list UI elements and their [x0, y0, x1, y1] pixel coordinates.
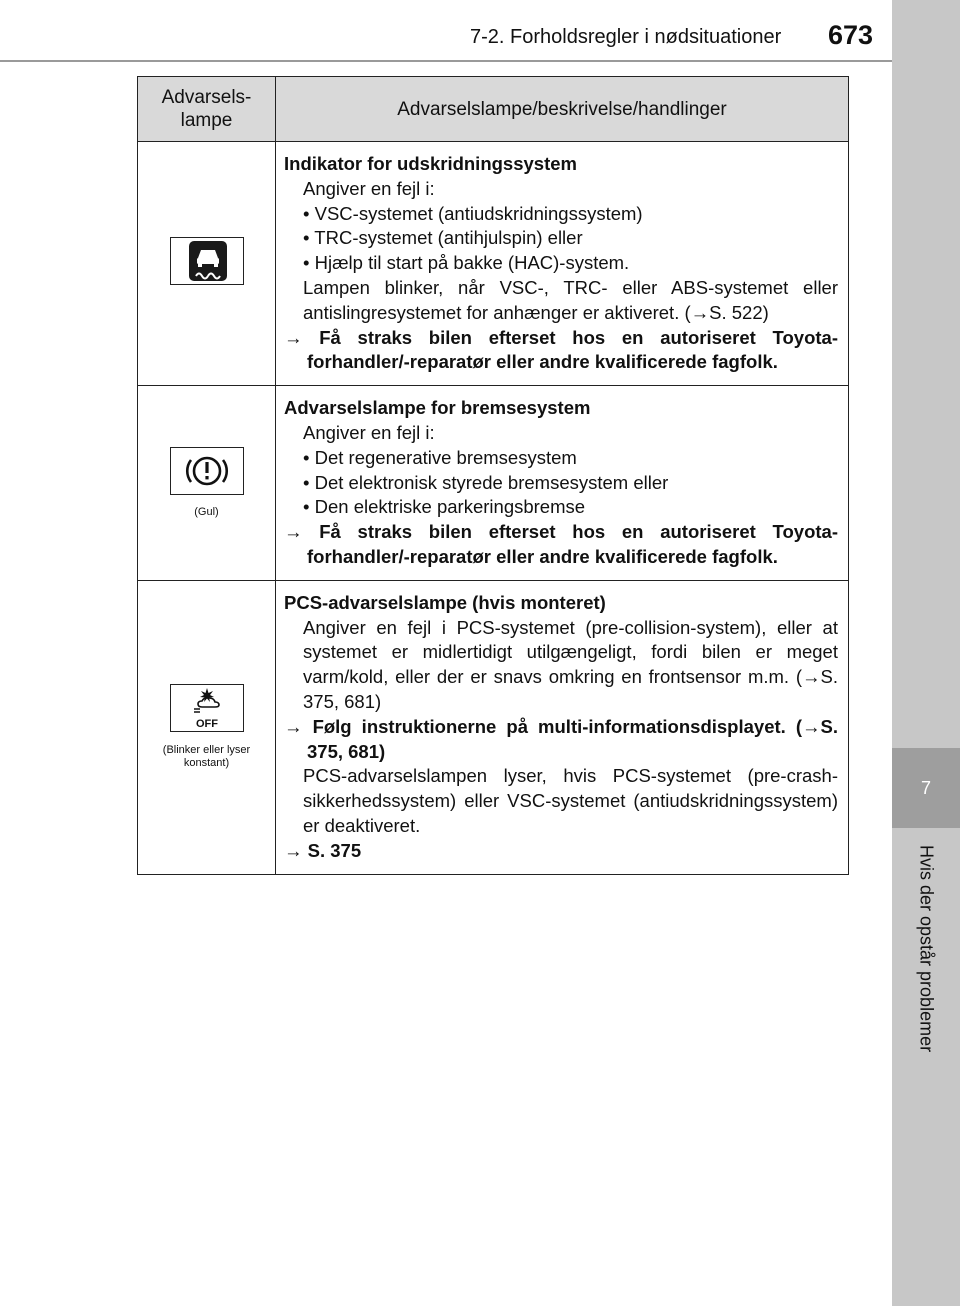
entry-note: PCS-advarselslampen lyser, hvis PCS-systemet (pre-crash-sikkerhedssystem) eller VSC-systemet (antiudskridningssystem) er deaktiveret. — [303, 765, 838, 836]
page-number: 673 — [828, 20, 874, 50]
entry-action: → Få straks bilen efterset hos en autoriseret Toyota-forhandler/-reparatør eller andre kvalificerede fagfolk. — [284, 326, 838, 373]
lamp-column-header: Advarsels-lampe — [138, 77, 276, 142]
entry-intro: Angiver en fejl i PCS-systemet (pre-collision-system), eller at systemet er midlertidigt utilgængeligt, fordi bilen er meget varm/kold, eller der er snavs omkring en frontsensor m.m. (→S. 375, 681) — [303, 616, 838, 712]
entry-intro: Angiver en fejl i: — [303, 421, 435, 443]
section-title: 7-2. Forholdsregler i nødsituationer — [470, 26, 782, 48]
chapter-label: Hvis der opstår problemer — [916, 845, 937, 1053]
list-item: • Hjælp til start på bakke (HAC)-system. — [303, 252, 630, 274]
lamp-cell — [138, 142, 276, 386]
entry-intro: Angiver en fejl i: — [303, 177, 435, 199]
table-header-row — [138, 77, 849, 142]
pcs-off-icon — [170, 684, 244, 732]
description-cell — [276, 580, 849, 874]
header-rule — [0, 60, 892, 62]
entry-title: PCS-advarselslampe (hvis monteret) — [284, 591, 606, 613]
list-item: • Det elektronisk styrede bremsesystem eller — [303, 471, 669, 493]
entry-note: Lampen blinker, når VSC-, TRC- eller ABS-systemet eller antislingresystemet for anhænger er aktiveret. (→S. 522) — [303, 276, 838, 323]
list-item: • TRC-systemet (antihjulspin) eller — [303, 227, 583, 249]
chapter-number: 7 — [892, 748, 960, 828]
list-item: • Det regenerative bremsesystem — [303, 446, 577, 468]
lamp-cell — [138, 580, 276, 874]
description-cell — [276, 386, 849, 581]
description-column-header: Advarselslampe/beskrivelse/handlinger — [276, 77, 849, 142]
description-cell — [276, 142, 849, 386]
warning-lamp-table — [137, 76, 849, 875]
list-item: • VSC-systemet (antiudskridningssystem) — [303, 202, 643, 224]
brake-warning-icon — [170, 447, 244, 495]
chapter-side-tab — [892, 0, 960, 1306]
icon-caption: (Gul) — [194, 506, 219, 519]
table-row — [138, 386, 849, 581]
pcs-off-label: OFF — [195, 718, 218, 731]
list-item: • Den elektriske parkeringsbremse — [303, 496, 586, 518]
entry-action: → Følg instruktionerne på multi-informationsdisplayet. (→S. 375, 681) — [284, 715, 838, 762]
lamp-cell — [138, 386, 276, 581]
table-row — [138, 580, 849, 874]
entry-title: Advarselslampe for bremsesystem — [284, 397, 591, 419]
entry-action: → Få straks bilen efterset hos en autoriseret Toyota-forhandler/-reparatør eller andre kvalificerede fagfolk. — [284, 521, 838, 567]
skid-indicator-icon — [170, 237, 244, 285]
table-row — [138, 142, 849, 386]
entry-title: Indikator for udskridningssystem — [284, 153, 577, 174]
entry-action: → S. 375 — [284, 839, 362, 861]
icon-caption: (Blinker eller lyser konstant) — [162, 744, 251, 770]
